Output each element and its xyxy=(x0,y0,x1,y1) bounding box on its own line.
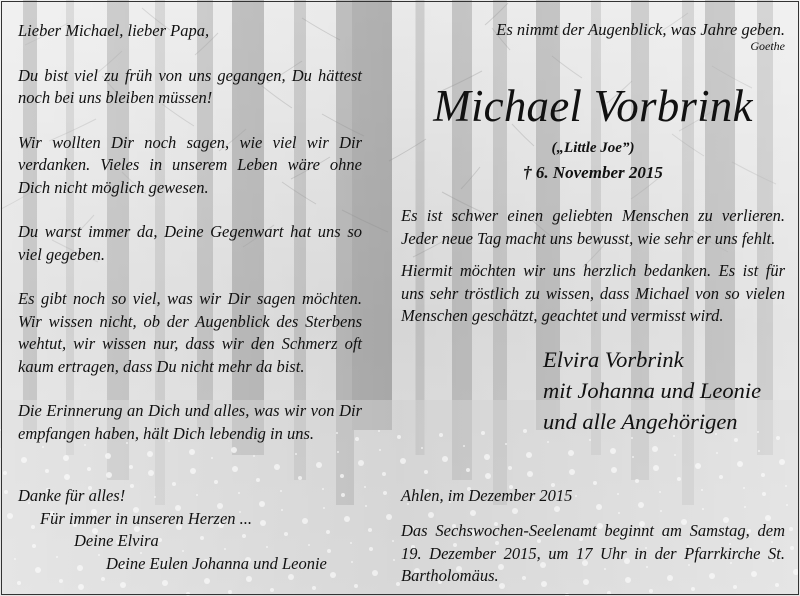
closing-signature-daughters: Deine Eulen Johanna und Leonie xyxy=(106,553,327,573)
letter-paragraph: Du bist viel zu früh von uns gegangen, Du hättest noch bei uns bleiben müssen! xyxy=(18,65,362,107)
notice-paragraph: Hiermit möchten wir uns herzlich bedanken. Es ist für uns sehr tröstlich zu wissen, dass Michael von so vielen Menschen geschätzt, geachtet und vermisst wird. xyxy=(401,261,785,325)
closing-signature-elvira: Deine Elvira xyxy=(74,531,159,550)
letter-column xyxy=(18,20,362,445)
signers xyxy=(543,344,785,437)
letter-paragraph: Es gibt noch so viel, was wir Dir sagen möchten. Wir wissen nicht, ob der Augenblick des Sterbens wehtut, wir wissen nur, dass wir den Schmerz oft kaum ertragen, dass Du nicht mehr da bist. xyxy=(18,289,362,376)
memorial-mass-info: Das Sechswochen-Seelenamt beginnt am Samstag, dem 19. Dezember 2015, um 17 Uhr in der Pfarrkirche St. Bartholomäus. xyxy=(401,521,785,585)
letter-closing xyxy=(18,485,362,575)
closing-forever: Für immer in unseren Herzen ... xyxy=(40,508,253,528)
closing-thanks: Danke für alles! xyxy=(18,486,126,505)
letter-paragraph: Du warst immer da, Deine Gegenwart hat uns so viel gegeben. xyxy=(18,222,362,264)
place-date: Ahlen, im Dezember 2015 xyxy=(401,486,573,505)
quote-author: Goethe xyxy=(750,39,785,53)
letter-paragraph: Die Erinnerung an Dich und alles, was wir von Dir empfangen haben, hält Dich lebendig in uns. xyxy=(18,401,362,443)
signer-name: und alle Angehörigen xyxy=(543,408,738,434)
deceased-name: Michael Vorbrink xyxy=(433,81,753,131)
signer-name: Elvira Vorbrink xyxy=(543,346,684,372)
signer-name: mit Johanna und Leonie xyxy=(543,377,762,403)
quote: Es nimmt der Augenblick, was Jahre geben. xyxy=(496,20,785,39)
notice-column xyxy=(401,20,785,437)
death-date: † 6. November 2015 xyxy=(523,163,663,182)
notice-paragraph: Es ist schwer einen geliebten Menschen zu verlieren. Jeder neue Tag macht uns bewusst, wie sehr er uns fehlt. xyxy=(401,206,785,248)
letter-paragraph: Wir wollten Dir noch sagen, wie viel wir Dir verdanken. Vieles in unserem Leben wäre ohne Dich nicht möglich gewesen. xyxy=(18,132,362,197)
salutation: Lieber Michael, lieber Papa, xyxy=(18,21,210,40)
nickname: („Little Joe”) xyxy=(551,140,635,156)
